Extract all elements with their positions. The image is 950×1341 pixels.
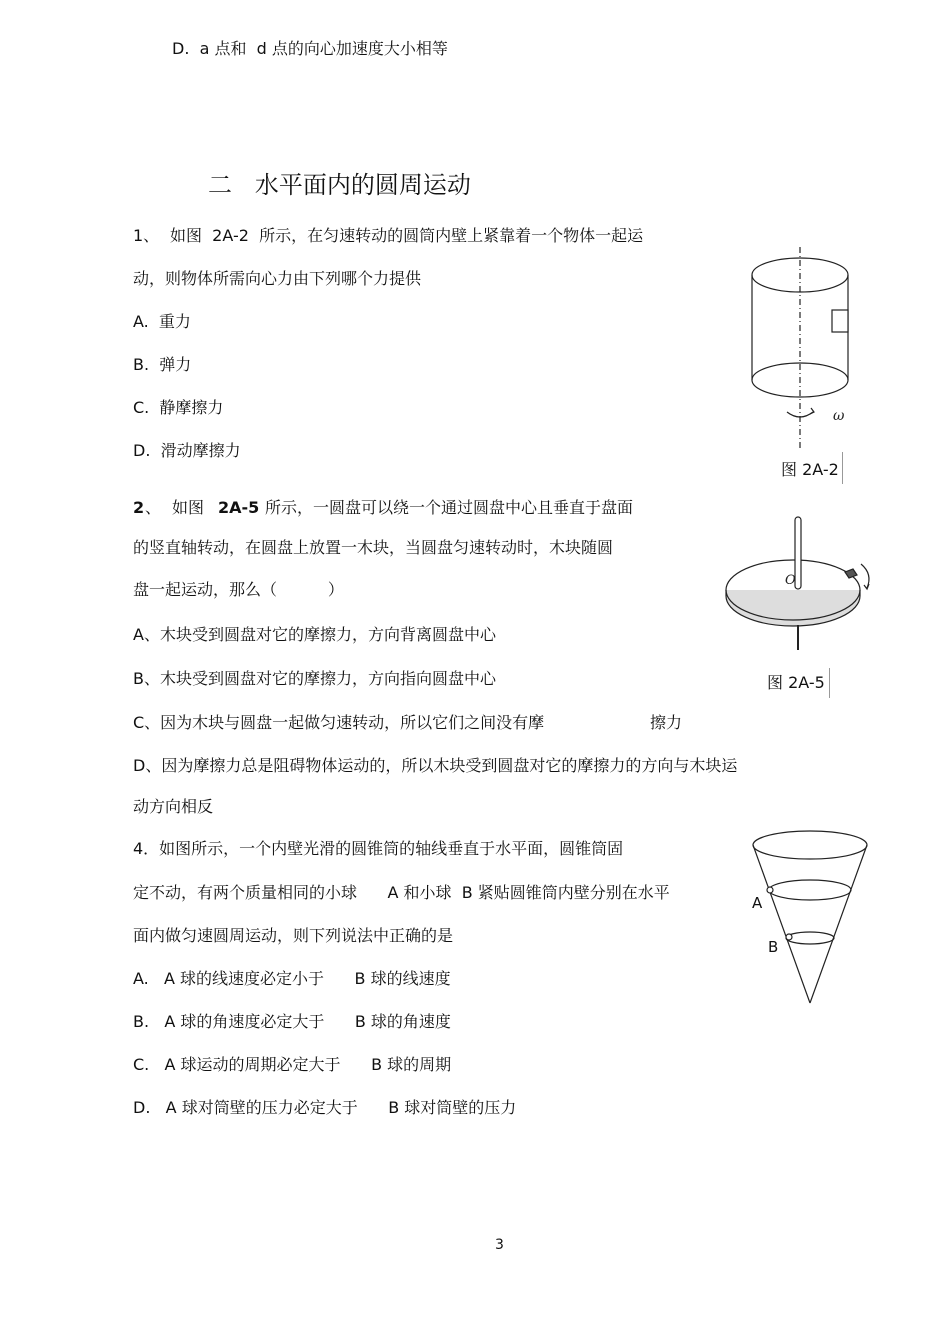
- q2-stem-line2: 的竖直轴转动，在圆盘上放置一木块，当圆盘匀速转动时，木块随圆: [133, 538, 614, 557]
- disk-figure: [723, 512, 883, 652]
- cone-label-a: A: [752, 894, 763, 912]
- q4-option-a: A. A 球的线速度必定小于 B 球的线速度: [133, 969, 451, 988]
- q2-number: 2: [133, 498, 145, 517]
- q2-option-c-part1: C、因为木块与圆盘一起做匀速转动，所以它们之间没有摩: [133, 713, 545, 732]
- q1-stem-line2: 动，则物体所需向心力由下列哪个力提供: [133, 269, 422, 288]
- q1-number: 1、: [133, 226, 160, 245]
- page-number: 3: [495, 1237, 504, 1253]
- q1-option-d: D. 滑动摩擦力: [133, 441, 241, 460]
- q1-option-c: C. 静摩擦力: [133, 398, 224, 417]
- q2-number-sep: 、: [145, 498, 162, 517]
- q1-figure-caption: 图 2A-2: [781, 460, 839, 479]
- q4-option-d: D. A 球对筒壁的压力必定大于 B 球对筒壁的压力: [133, 1098, 517, 1117]
- q4-stem-line3: 面内做匀速圆周运动，则下列说法中正确的是: [133, 926, 454, 945]
- cylinder-figure: [745, 245, 875, 465]
- caption-divider: [829, 668, 830, 698]
- q2-stem-line1-post: 所示，一圆盘可以绕一个通过圆盘中心且垂直于盘面: [265, 498, 634, 517]
- q2-stem-figref: 2A-5: [218, 498, 260, 517]
- q4-option-b: B. A 球的角速度必定大于 B 球的角速度: [133, 1012, 451, 1031]
- cone-label-b: B: [768, 938, 779, 956]
- q2-option-a: A、木块受到圆盘对它的摩擦力，方向背离圆盘中心: [133, 625, 496, 644]
- caption-divider: [842, 452, 843, 484]
- q2-option-c-part2: 擦力: [650, 713, 683, 732]
- q2-option-d-line1: D、因为摩擦力总是阻碍物体运动的，所以木块受到圆盘对它的摩擦力的方向与木块运: [133, 756, 738, 775]
- q1-option-a: A. 重力: [133, 312, 191, 331]
- q2-option-d-line2: 动方向相反: [133, 797, 214, 816]
- center-label-o: O: [785, 573, 796, 588]
- q1-option-b: B. 弹力: [133, 355, 192, 374]
- q2-stem-line3: 盘一起运动，那么（ ）: [133, 580, 344, 599]
- cone-figure: [748, 828, 878, 1008]
- q2-stem-line1-pre: 如图: [172, 498, 205, 517]
- q1-stem-line1: 如图 2A-2 所示，在匀速转动的圆筒内壁上紧靠着一个物体一起运: [170, 226, 644, 245]
- q2-option-b: B、木块受到圆盘对它的摩擦力，方向指向圆盘中心: [133, 669, 496, 688]
- q2-figure-caption: 图 2A-5: [767, 673, 825, 692]
- omega-label: ω: [833, 408, 845, 424]
- section-title: 二 水平面内的圆周运动: [208, 171, 471, 199]
- q4-stem-line2: 定不动，有两个质量相同的小球 A 和小球 B 紧贴圆锥筒内壁分别在水平: [133, 883, 670, 902]
- q4-option-c: C. A 球运动的周期必定大于 B 球的周期: [133, 1055, 452, 1074]
- q4-stem-line1: 4．如图所示，一个内壁光滑的圆锥筒的轴线垂直于水平面，圆锥筒固: [133, 839, 624, 858]
- question-option-top: D. a 点和 d 点的向心加速度大小相等: [172, 39, 448, 58]
